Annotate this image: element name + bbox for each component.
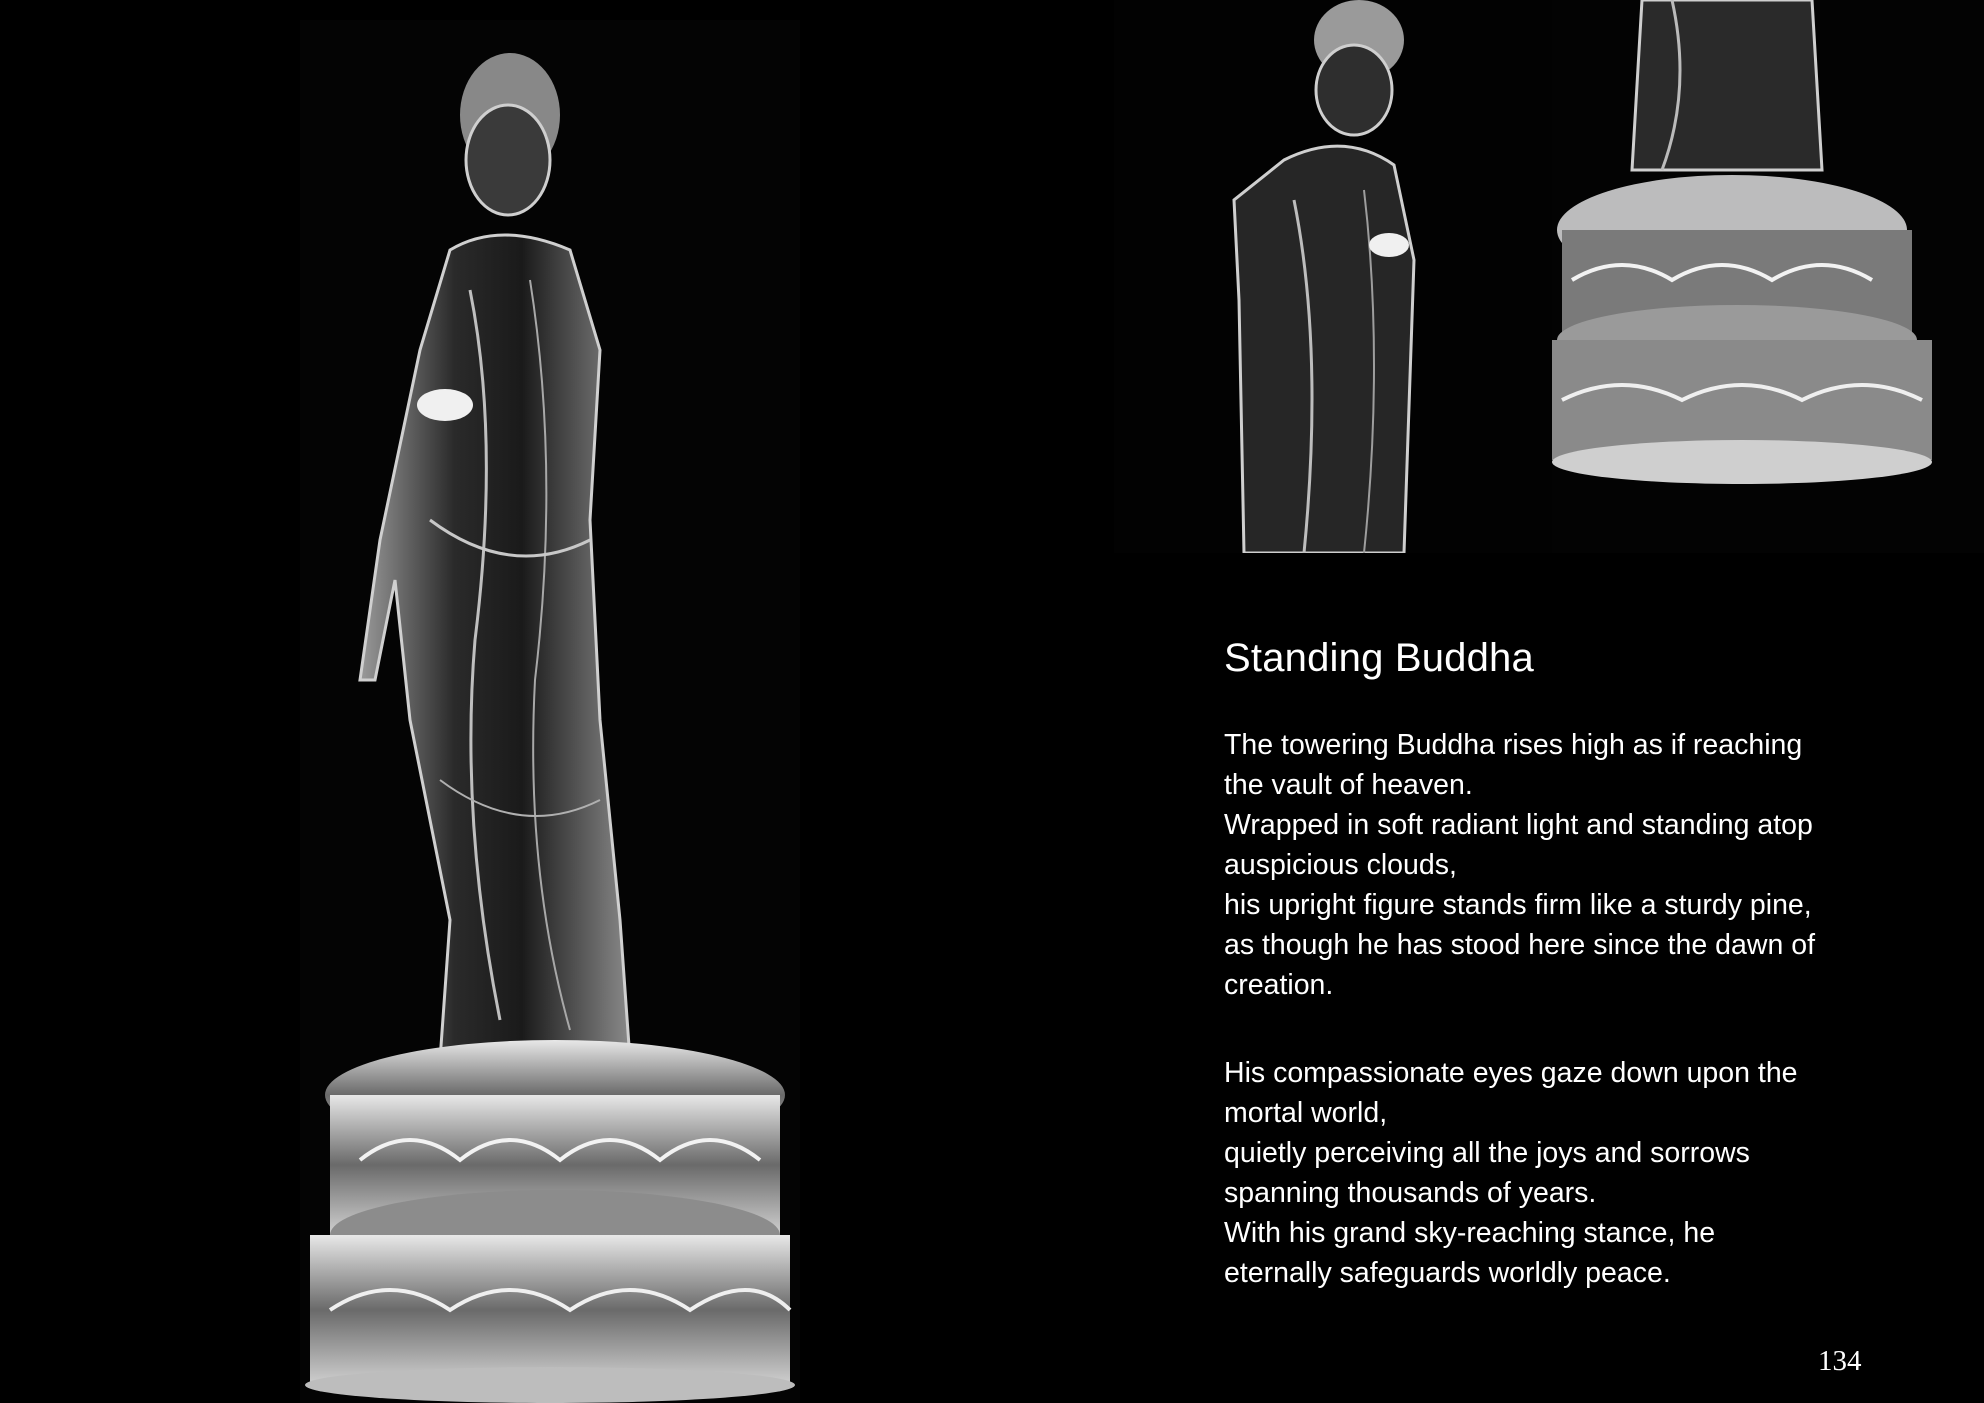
paragraph-2-line: quietly perceiving all the joys and sorrows	[1224, 1137, 1750, 1169]
paragraph-1-line: as though he has stood here since the dawn of	[1224, 929, 1815, 961]
paragraph-1-line: auspicious clouds,	[1224, 849, 1457, 881]
buddha-side-illustration	[1114, 0, 1552, 553]
lotus-base-illustration	[1552, 0, 1984, 553]
paragraph-2-line: eternally safeguards worldly peace.	[1224, 1257, 1671, 1289]
page-number: 134	[1818, 1345, 1862, 1377]
paragraph-1	[1224, 725, 1864, 1005]
page-title: Standing Buddha	[1224, 636, 1534, 680]
crystal-buddha-illustration	[300, 20, 800, 1403]
paragraph-1-line: the vault of heaven.	[1224, 769, 1473, 801]
paragraph-1-line: creation.	[1224, 969, 1334, 1001]
paragraph-2-line: mortal world,	[1224, 1097, 1388, 1129]
paragraph-2-line: With his grand sky-reaching stance, he	[1224, 1217, 1716, 1249]
standing-buddha-photo	[300, 20, 800, 1403]
paragraph-2-line: His compassionate eyes gaze down upon the	[1224, 1057, 1798, 1089]
lotus-base-detail-photo	[1552, 0, 1984, 553]
paragraph-1-line: The towering Buddha rises high as if reaching	[1224, 729, 1803, 761]
buddha-side-detail-photo	[1114, 0, 1552, 553]
paragraph-1-line: his upright figure stands firm like a sturdy pine,	[1224, 889, 1812, 921]
paragraph-1-line: Wrapped in soft radiant light and standing atop	[1224, 809, 1813, 841]
paragraph-2-line: spanning thousands of years.	[1224, 1177, 1597, 1209]
paragraph-2	[1224, 1053, 1864, 1293]
description-block	[1224, 636, 1864, 1341]
